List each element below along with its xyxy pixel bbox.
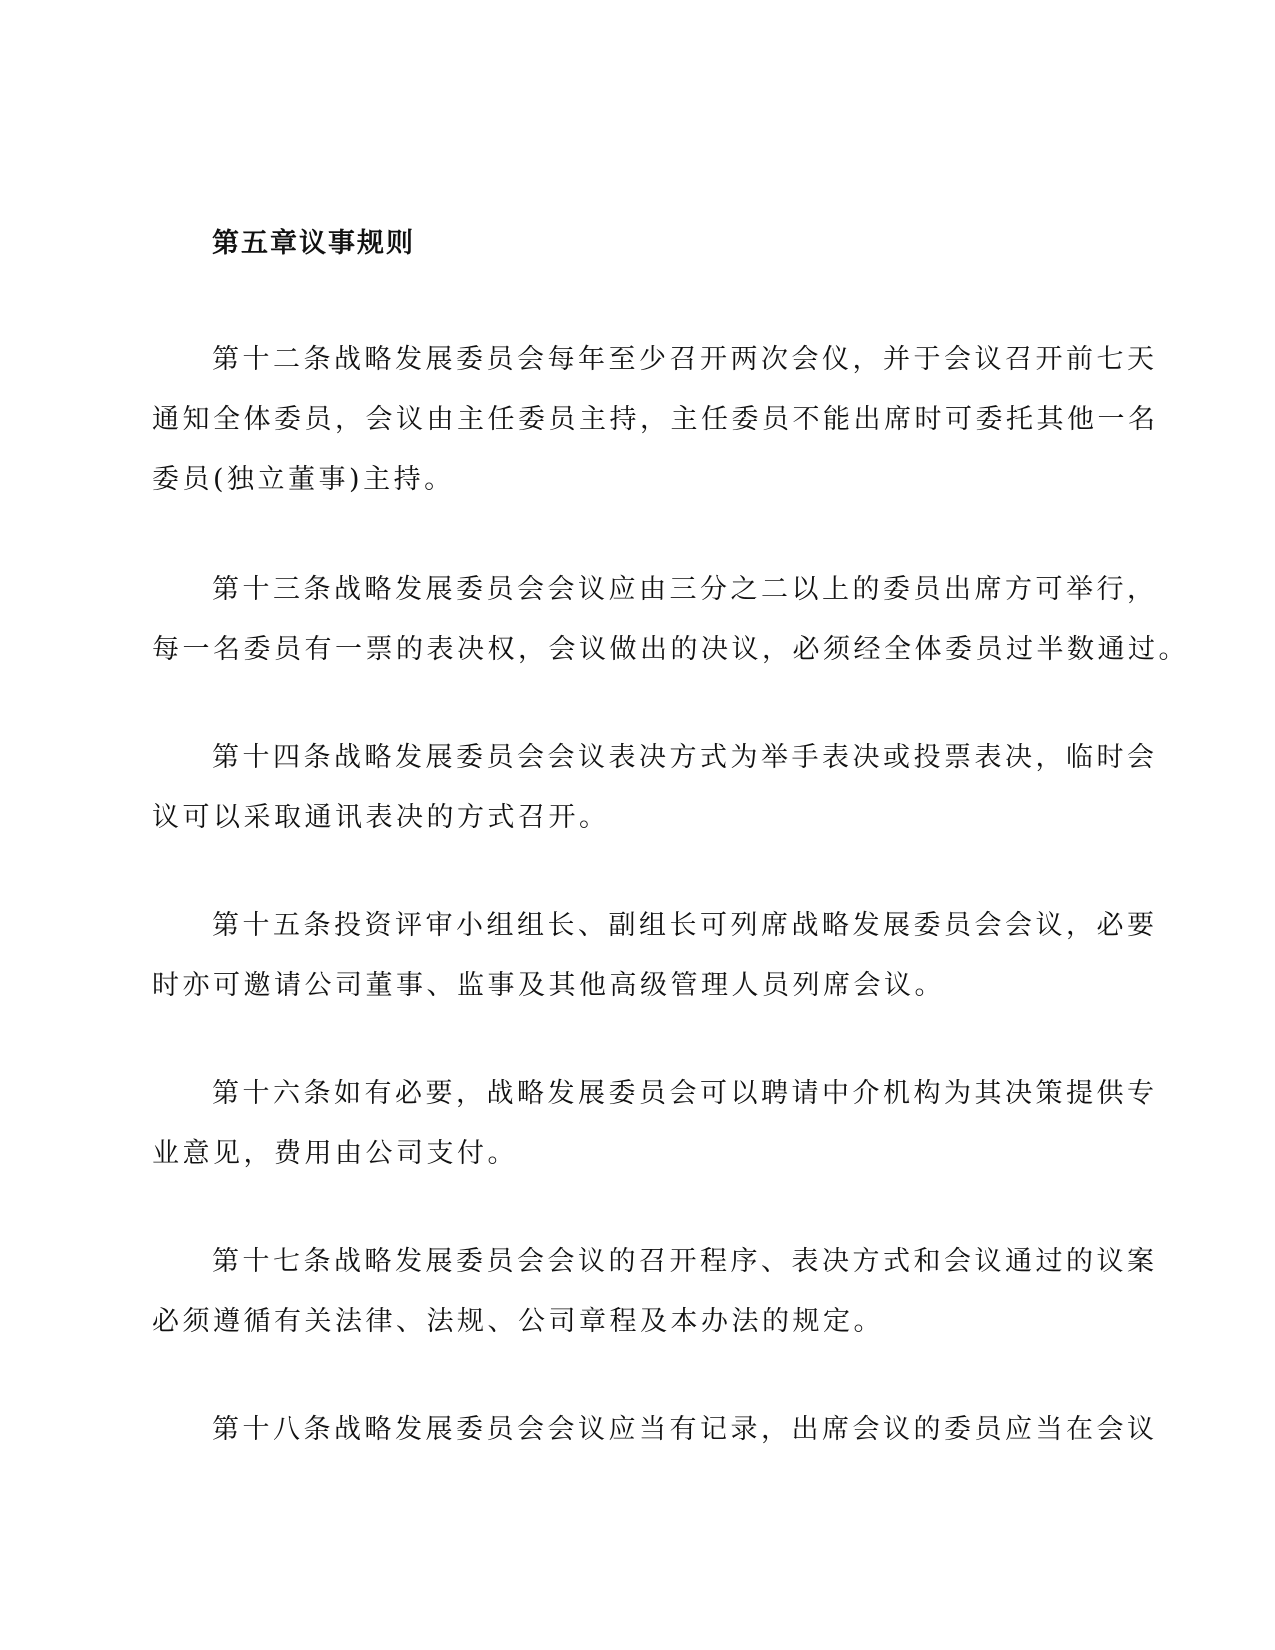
- article-15: [152, 896, 1158, 1016]
- article-line: 委员(独立董事)主持。: [152, 464, 455, 495]
- article-line: 第十三条战略发展委员会会议应由三分之二以上的委员出席方可举行，: [212, 574, 1158, 605]
- article-13: [152, 560, 1189, 680]
- article-line: 每一名委员有一票的表决权，会议做出的决议，必须经全体委员过半数通过。: [152, 634, 1189, 665]
- article-17: [152, 1232, 1158, 1352]
- article-line: 第十二条战略发展委员会每年至少召开两次会仪，并于会议召开前七天: [212, 344, 1158, 375]
- article-14: [152, 728, 1158, 848]
- article-line: 通知全体委员，会议由主任委员主持，主任委员不能出席时可委托其他一名: [152, 404, 1159, 435]
- article-line: 必须遵循有关法律、法规、公司章程及本办法的规定。: [152, 1306, 884, 1337]
- article-line: 第十八条战略发展委员会会议应当有记录，出席会议的委员应当在会议: [212, 1414, 1158, 1445]
- article-18: [152, 1400, 1158, 1460]
- article-line: 第十四条战略发展委员会会议表决方式为举手表决或投票表决，临时会: [212, 742, 1158, 773]
- article-line: 第十五条投资评审小组组长、副组长可列席战略发展委员会会议，必要: [212, 910, 1158, 941]
- article-line: 议可以采取通讯表决的方式召开。: [152, 802, 610, 833]
- article-line: 业意见，费用由公司支付。: [152, 1138, 518, 1169]
- article-16: [152, 1064, 1158, 1184]
- article-line: 第十六条如有必要，战略发展委员会可以聘请中介机构为其决策提供专: [212, 1078, 1158, 1109]
- chapter-title: 第五章议事规则: [212, 228, 415, 259]
- article-line: 时亦可邀请公司董事、监事及其他高级管理人员列席会议。: [152, 970, 945, 1001]
- article-line: 第十七条战略发展委员会会议的召开程序、表决方式和会议通过的议案: [212, 1246, 1158, 1277]
- article-12: [152, 330, 1159, 510]
